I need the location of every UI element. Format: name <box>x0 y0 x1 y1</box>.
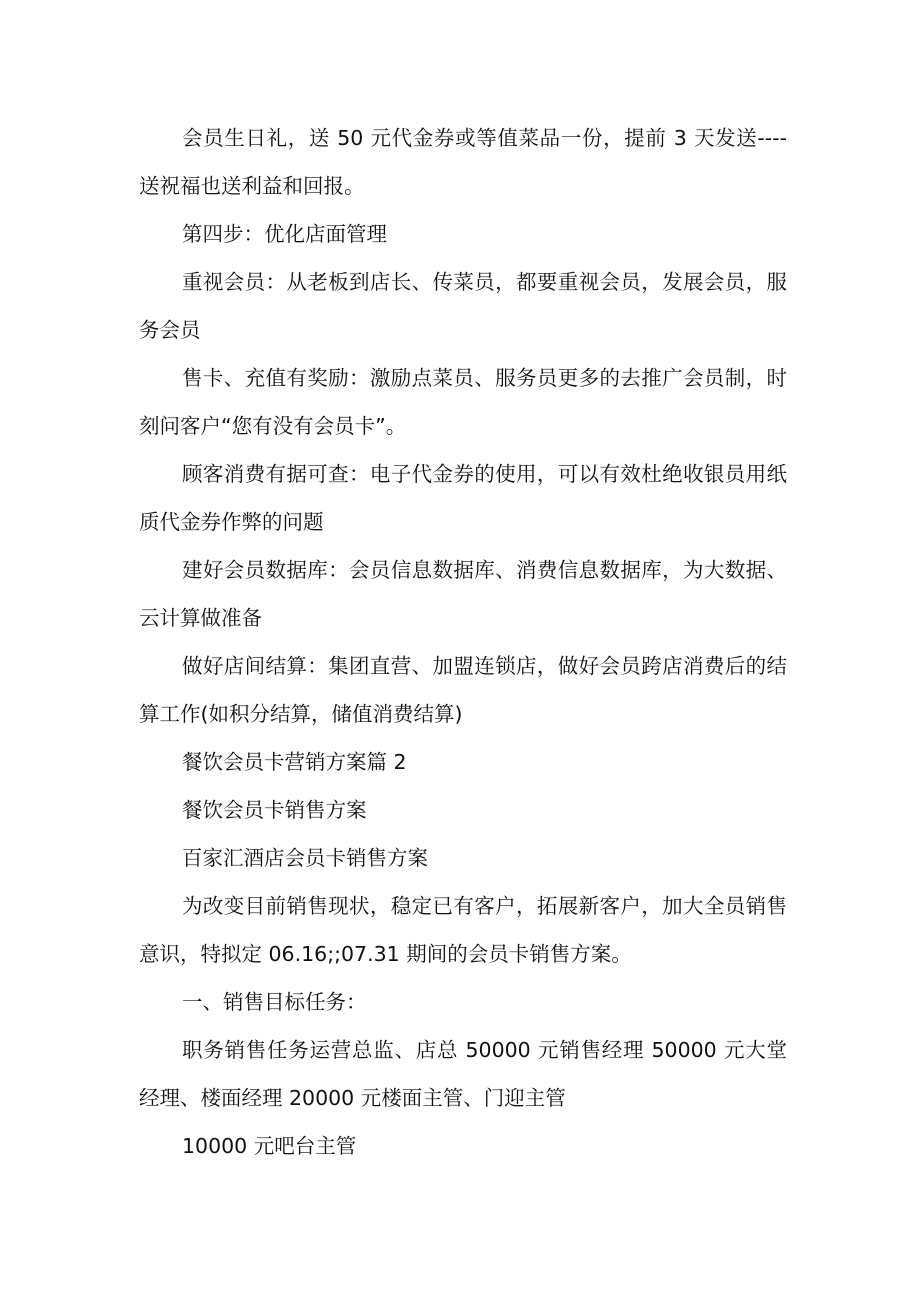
paragraph-hotel-plan-title: 百家汇酒店会员卡销售方案 <box>182 846 428 870</box>
paragraph-plan-title: 餐饮会员卡销售方案 <box>182 798 367 822</box>
paragraph-sales-target-heading: 一、销售目标任务： <box>182 990 367 1014</box>
paragraph-consumption-traceable: 顾客消费有据可查：电子代金券的使用，可以有效杜绝收银员用纸质代金券作弊的问题 <box>139 462 787 534</box>
paragraph-store-settlement: 做好店间结算：集团直营、加盟连锁店，做好会员跨店消费后的结算工作(如积分结算，储值消费结算) <box>139 654 787 726</box>
paragraph-bar-supervisor-target: 10000 元吧台主管 <box>182 1134 357 1158</box>
paragraph-birthday-gift: 会员生日礼，送 50 元代金券或等值菜品一份，提前 3 天发送----送祝福也送利益和回报。 <box>139 126 787 198</box>
paragraph-member-database: 建好会员数据库：会员信息数据库、消费信息数据库，为大数据、云计算做准备 <box>139 558 787 630</box>
paragraph-value-members: 重视会员：从老板到店长、传菜员，都要重视会员，发展会员，服务会员 <box>139 270 787 342</box>
paragraph-card-sales-reward: 售卡、充值有奖励：激励点菜员、服务员更多的去推广会员制，时刻问客户“您有没有会员卡”。 <box>139 366 787 438</box>
paragraph-sales-targets: 职务销售任务运营总监、店总 50000 元销售经理 50000 元大堂经理、楼面经理 20000 元楼面主管、门迎主管 <box>139 1038 787 1110</box>
paragraph-step-four-heading: 第四步：优化店面管理 <box>182 222 387 246</box>
paragraph-section-title-2: 餐饮会员卡营销方案篇 2 <box>182 750 407 774</box>
document-body <box>139 114 787 1170</box>
paragraph-plan-purpose: 为改变目前销售现状，稳定已有客户，拓展新客户，加大全员销售意识，特拟定 06.16;;07.31 期间的会员卡销售方案。 <box>139 894 787 966</box>
